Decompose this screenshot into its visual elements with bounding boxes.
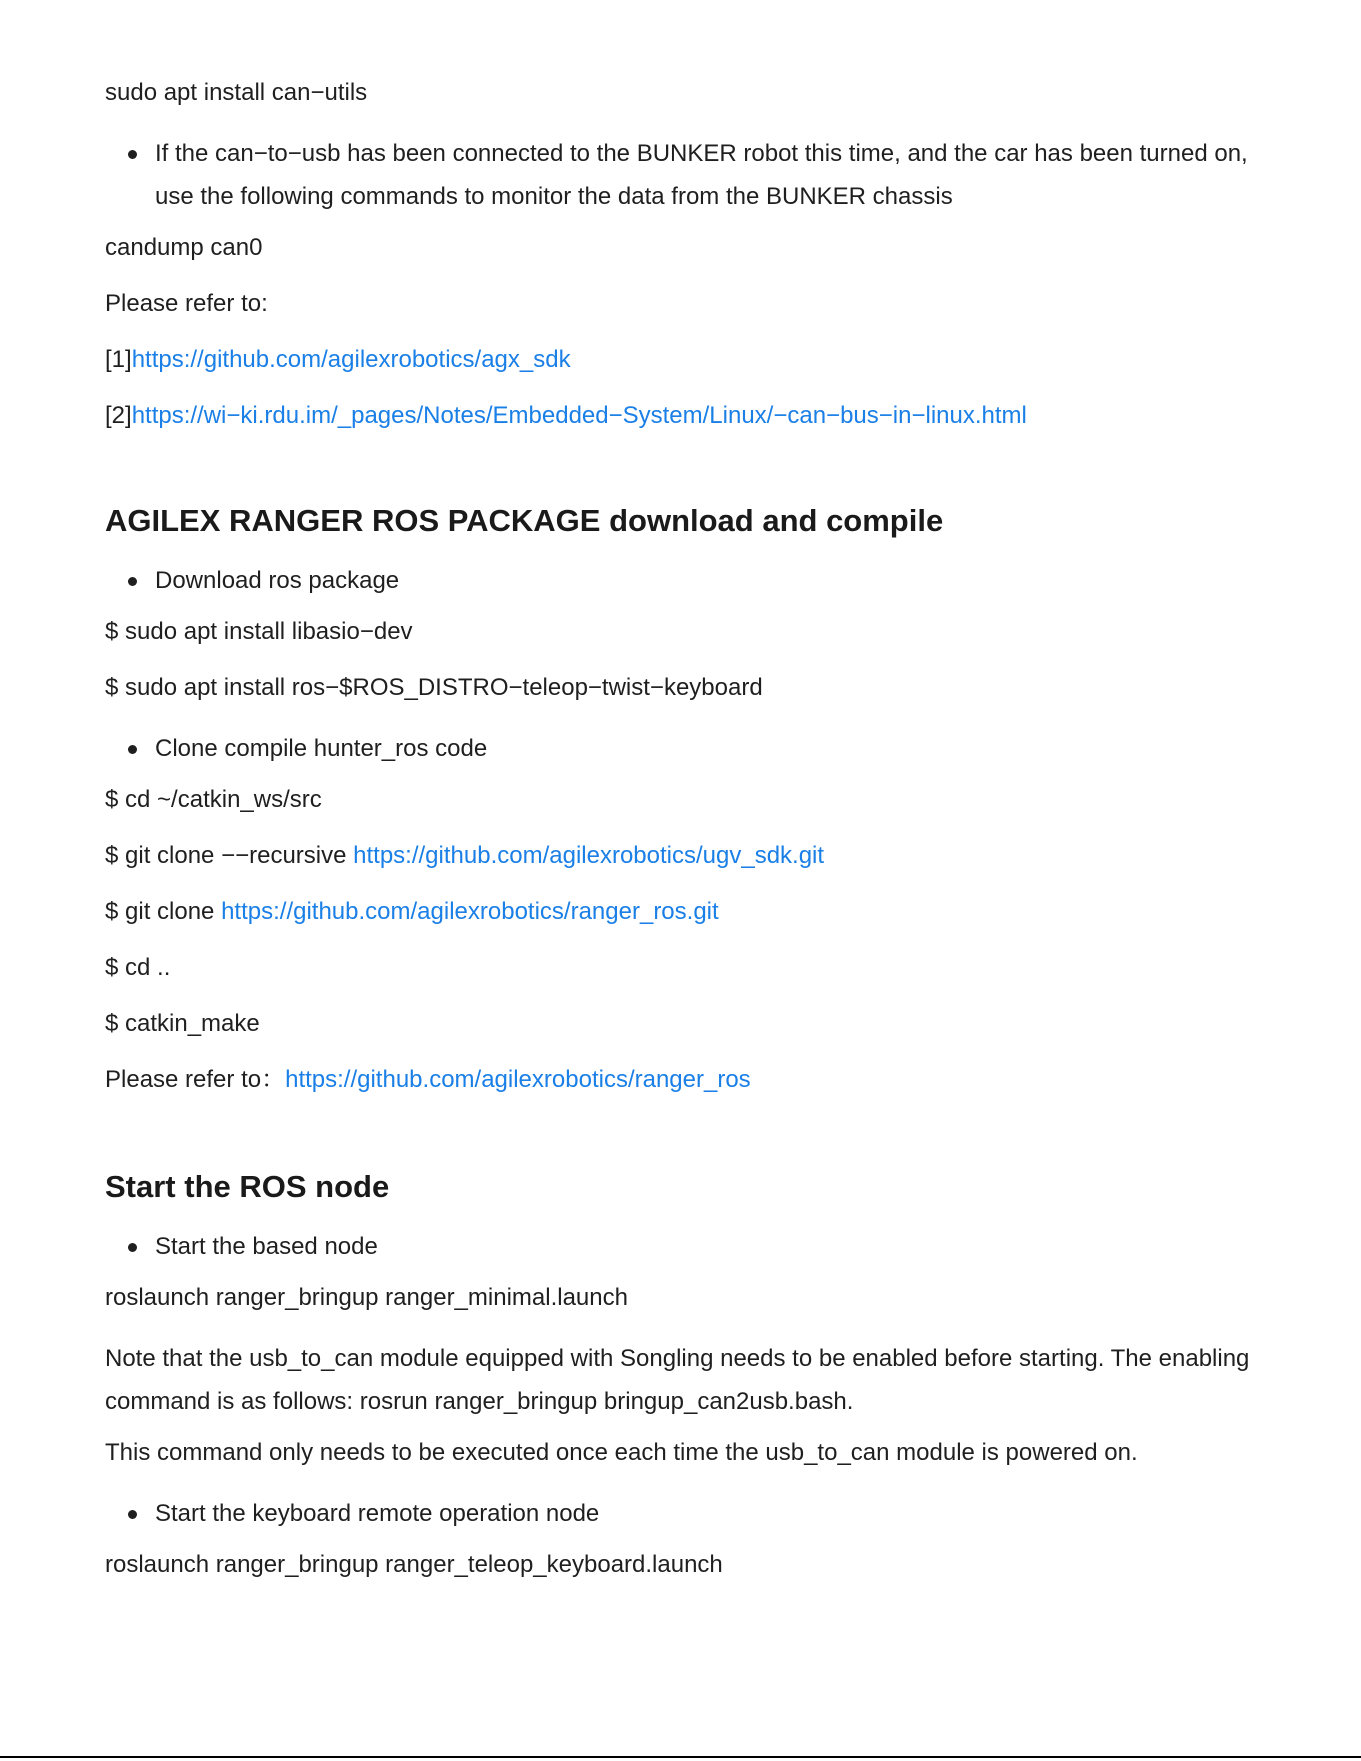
reference-1-link[interactable]: https://github.com/agilexrobotics/agx_sdk	[131, 346, 571, 373]
bullet-dot-icon	[128, 150, 137, 159]
bullet-dot-icon	[128, 745, 137, 754]
command-clone-sdk-prefix: $ git clone −−recursive	[105, 842, 354, 869]
reference-2-link[interactable]: https://wi−ki.rdu.im/_pages/Notes/Embedded−System/Linux/−can−bus−in−linux.html	[131, 402, 1027, 429]
reference-1	[105, 343, 1255, 377]
bottom-rule	[0, 1756, 1361, 1758]
command-clone-ranger-prefix: $ git clone	[105, 898, 222, 925]
document-page	[105, 76, 1255, 1604]
command-install-can-utils: sudo apt install can−utils	[105, 79, 368, 106]
bullet-keyboard-text: Start the keyboard remote operation node	[155, 1500, 600, 1527]
command-cd-src: $ cd ~/catkin_ws/src	[105, 786, 322, 813]
package-refer	[105, 1063, 1255, 1097]
section-heading-node: Start the ROS node	[105, 1169, 390, 1204]
command-candump: candump can0	[105, 234, 263, 261]
bullet-download-text: Download ros package	[155, 567, 400, 594]
reference-1-number: [1]	[105, 346, 132, 373]
package-refer-link[interactable]: https://github.com/agilexrobotics/ranger_ros	[285, 1066, 751, 1093]
package-refer-prefix: Please refer to：	[105, 1066, 286, 1093]
bullet-base-node	[105, 1225, 1255, 1268]
command-cd-up: $ cd ..	[105, 954, 171, 981]
command-clone-ranger	[105, 895, 1255, 929]
clone-sdk-link[interactable]: https://github.com/agilexrobotics/ugv_sdk.git	[353, 842, 825, 869]
command-teleop: $ sudo apt install ros−$ROS_DISTRO−teleop−twist−keyboard	[105, 674, 763, 701]
bullet-base-node-text: Start the based node	[155, 1233, 378, 1260]
bullet-dot-icon	[128, 577, 137, 586]
command-keyboard: roslaunch ranger_bringup ranger_teleop_keyboard.launch	[105, 1551, 723, 1578]
bullet-download	[105, 559, 1255, 602]
clone-ranger-link[interactable]: https://github.com/agilexrobotics/ranger_ros.git	[221, 898, 719, 925]
section-heading-package: AGILEX RANGER ROS PACKAGE download and compile	[105, 503, 944, 538]
note-enable: Note that the usb_to_can module equipped with Songling needs to be enabled before starting. The enabling command is as follows: rosrun ranger_bringup bringup_can2usb.bash.	[105, 1345, 1250, 1415]
note-once: This command only needs to be executed once each time the usb_to_can module is powered on.	[105, 1439, 1138, 1466]
command-catkin-make: $ catkin_make	[105, 1010, 260, 1037]
bullet-dot-icon	[128, 1510, 137, 1519]
bullet-clone-text: Clone compile hunter_ros code	[155, 735, 488, 762]
reference-2-number: [2]	[105, 402, 132, 429]
command-libasio: $ sudo apt install libasio−dev	[105, 618, 413, 645]
bullet-keyboard	[105, 1492, 1255, 1535]
bullet-connected-text: If the can−to−usb has been connected to the BUNKER robot this time, and the car has been turned on, use the following commands to monitor the data from the BUNKER chassis	[155, 140, 1248, 210]
bullet-clone	[105, 727, 1255, 770]
bullet-dot-icon	[128, 1243, 137, 1252]
command-minimal: roslaunch ranger_bringup ranger_minimal.launch	[105, 1284, 628, 1311]
command-clone-sdk	[105, 839, 1255, 873]
refer-label: Please refer to:	[105, 290, 268, 317]
reference-2	[105, 399, 1255, 433]
bullet-connected	[105, 132, 1255, 218]
